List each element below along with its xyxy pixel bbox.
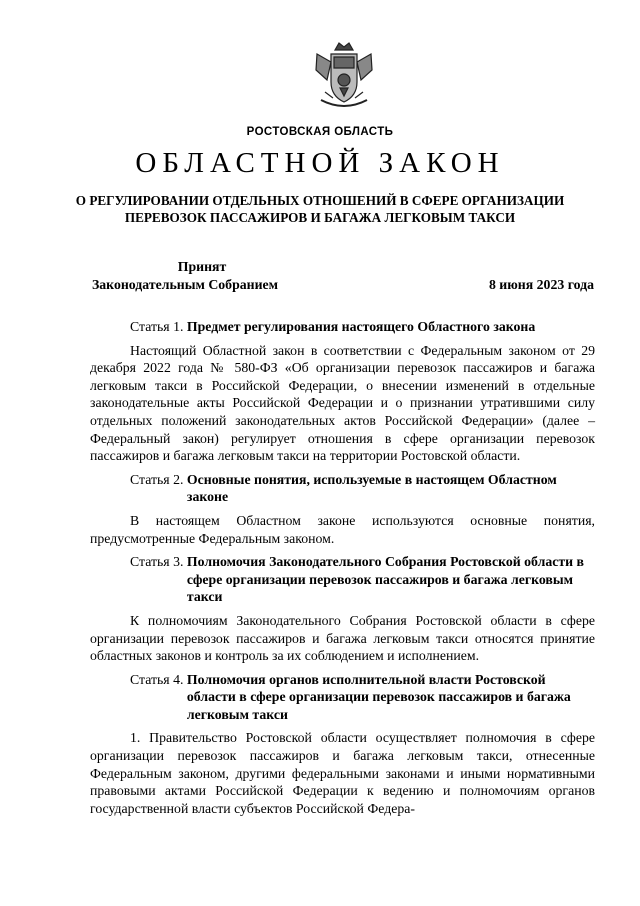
adoption-date: 8 июня 2023 года <box>488 277 594 292</box>
law-subject <box>60 192 580 226</box>
article-paragraph: В настоящем Областном законе используются основные понятия, предусмотренные Федеральным законом. <box>90 512 595 546</box>
article-number: Статья 2. <box>130 471 187 487</box>
article-title: Предмет регулирования настоящего Областного закона <box>186 319 536 334</box>
article-paragraph: 1. Правительство Ростовской области осуществляет полномочия в сфере организации перевозок пассажиров и багажа легковым такси, отнесенные Федеральным законом, другими федеральными законами и иными нормативными правовыми актами Российской Федерации к ведению и полномочиям органов государственной власти субъектов Российской Федера- <box>90 730 595 816</box>
article-heading <box>90 471 595 506</box>
adoption-label <box>92 258 312 294</box>
law-body <box>90 318 595 823</box>
article-paragraph: Настоящий Областной закон в соответствии с Федеральным законом от 29 декабря 2022 года № 580-ФЗ «Об организации перевозок пассажиров и багажа легковым такси в Российской Федерации, о внесении изменений в отдельные законодательные акты Российской Федерации и о признании утратившими силу отдельных положений законодательных актов Российской Федерации» (далее – Федеральный закон) регулирует отношения в сфере организации перевозок пассажиров и багажа легковым такси на территории Ростовской области. <box>90 342 595 464</box>
law-subject-line-2: ПЕРЕВОЗОК ПАССАЖИРОВ И БАГАЖА ЛЕГКОВЫМ ТАКСИ <box>124 210 516 225</box>
article-3 <box>90 553 595 665</box>
article-number: Статья 1. <box>130 319 187 334</box>
region-name: РОСТОВСКАЯ ОБЛАСТЬ <box>246 126 394 138</box>
article-title: Полномочия Законодательного Собрания Ростовской области в сфере организации перевозок пассажиров и багажа легковым такси <box>186 554 585 605</box>
coat-of-arms-icon <box>313 40 375 112</box>
article-2 <box>90 471 595 547</box>
article-1 <box>90 318 595 465</box>
article-4 <box>90 671 595 818</box>
article-number: Статья 4. <box>130 671 187 687</box>
article-heading <box>90 318 595 336</box>
law-subject-line-1: О РЕГУЛИРОВАНИИ ОТДЕЛЬНЫХ ОТНОШЕНИЙ В СФЕРЕ ОРГАНИЗАЦИИ <box>75 193 565 208</box>
adoption-label-line-2: Законодательным Собранием <box>92 277 279 292</box>
article-heading <box>90 553 595 606</box>
adoption-label-line-1: Принят <box>177 259 227 274</box>
article-heading <box>90 671 595 724</box>
article-title: Полномочия органов исполнительной власти Ростовской области в сфере организации перевозок пассажиров и багажа легковым такси <box>186 671 571 722</box>
document-title: ОБЛАСТНОЙ ЗАКОН <box>135 147 505 179</box>
article-title: Основные понятия, используемые в настоящем Областном законе <box>186 471 557 505</box>
article-number: Статья 3. <box>130 554 187 570</box>
article-paragraph: К полномочиям Законодательного Собрания Ростовской области в сфере организации перевозок пассажиров и багажа легковым такси относятся принятие областных законов и контроль за их соблюдением и исполнением. <box>90 612 595 664</box>
